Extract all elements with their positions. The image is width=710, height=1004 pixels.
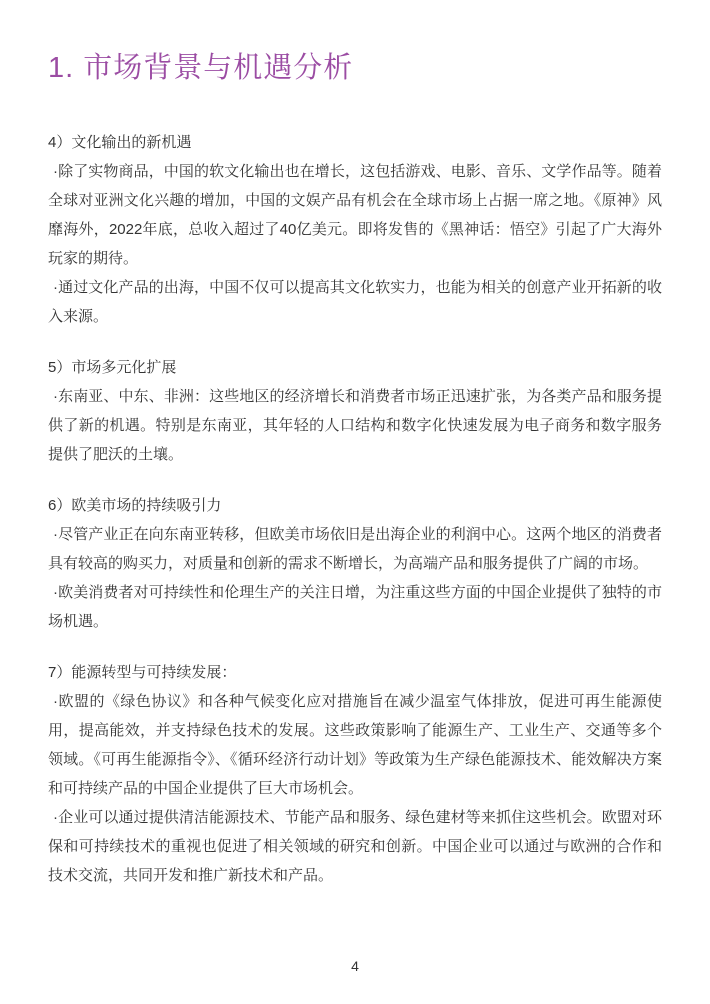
document-section — [48, 353, 662, 469]
document-body — [48, 128, 662, 890]
document-section — [48, 128, 662, 331]
page-title: 1. 市场背景与机遇分析 — [48, 52, 354, 84]
section-heading: 7）能源转型与可持续发展： — [48, 664, 237, 682]
body-paragraph: ·企业可以通过提供清洁能源技术、节能产品和服务、绿色建材等来抓住这些机会。欧盟对环保和可持续技术的重视也促进了相关领域的研究和创新。中国企业可以通过与欧洲的合作和技术交流，共同开发和推广新技术和产品。 — [48, 809, 662, 885]
page-number: 4 — [351, 958, 359, 974]
body-paragraph: ·通过文化产品的出海，中国不仅可以提高其文化软实力，也能为相关的创意产业开拓新的收入来源。 — [48, 279, 662, 326]
body-paragraph: ·欧盟的《绿色协议》和各种气候变化应对措施旨在减少温室气体排放，促进可再生能源使用，提高能效，并支持绿色技术的发展。这些政策影响了能源生产、工业生产、交通等多个领域。《可再生能源指令》、《循环经济行动计划》等政策为生产绿色能源技术、能效解决方案和可持续产品的中国企业提供了巨大市场机会。 — [48, 693, 662, 798]
section-heading: 4）文化输出的新机遇 — [48, 134, 192, 152]
body-paragraph: ·除了实物商品，中国的软文化输出也在增长，这包括游戏、电影、音乐、文学作品等。随着全球对亚洲文化兴趣的增加，中国的文娱产品有机会在全球市场上占据一席之地。《原神》风靡海外，2022年底，总收入超过了40亿美元。即将发售的《黑神话：悟空》引起了广大海外玩家的期待。 — [48, 163, 662, 268]
body-paragraph: ·欧美消费者对可持续性和伦理生产的关注日增，为注重这些方面的中国企业提供了独特的市场机遇。 — [48, 584, 662, 631]
document-section — [48, 658, 662, 890]
page-footer — [0, 958, 710, 976]
document-section — [48, 491, 662, 636]
body-paragraph: ·东南亚、中东、非洲：这些地区的经济增长和消费者市场正迅速扩张，为各类产品和服务提供了新的机遇。特别是东南亚，其年轻的人口结构和数字化快速发展为电子商务和数字服务提供了肥沃的土壤。 — [48, 388, 662, 464]
body-paragraph: ·尽管产业正在向东南亚转移，但欧美市场依旧是出海企业的利润中心。这两个地区的消费者具有较高的购买力，对质量和创新的需求不断增长，为高端产品和服务提供了广阔的市场。 — [48, 526, 662, 573]
section-heading: 5）市场多元化扩展 — [48, 359, 177, 377]
section-heading: 6）欧美市场的持续吸引力 — [48, 497, 222, 515]
